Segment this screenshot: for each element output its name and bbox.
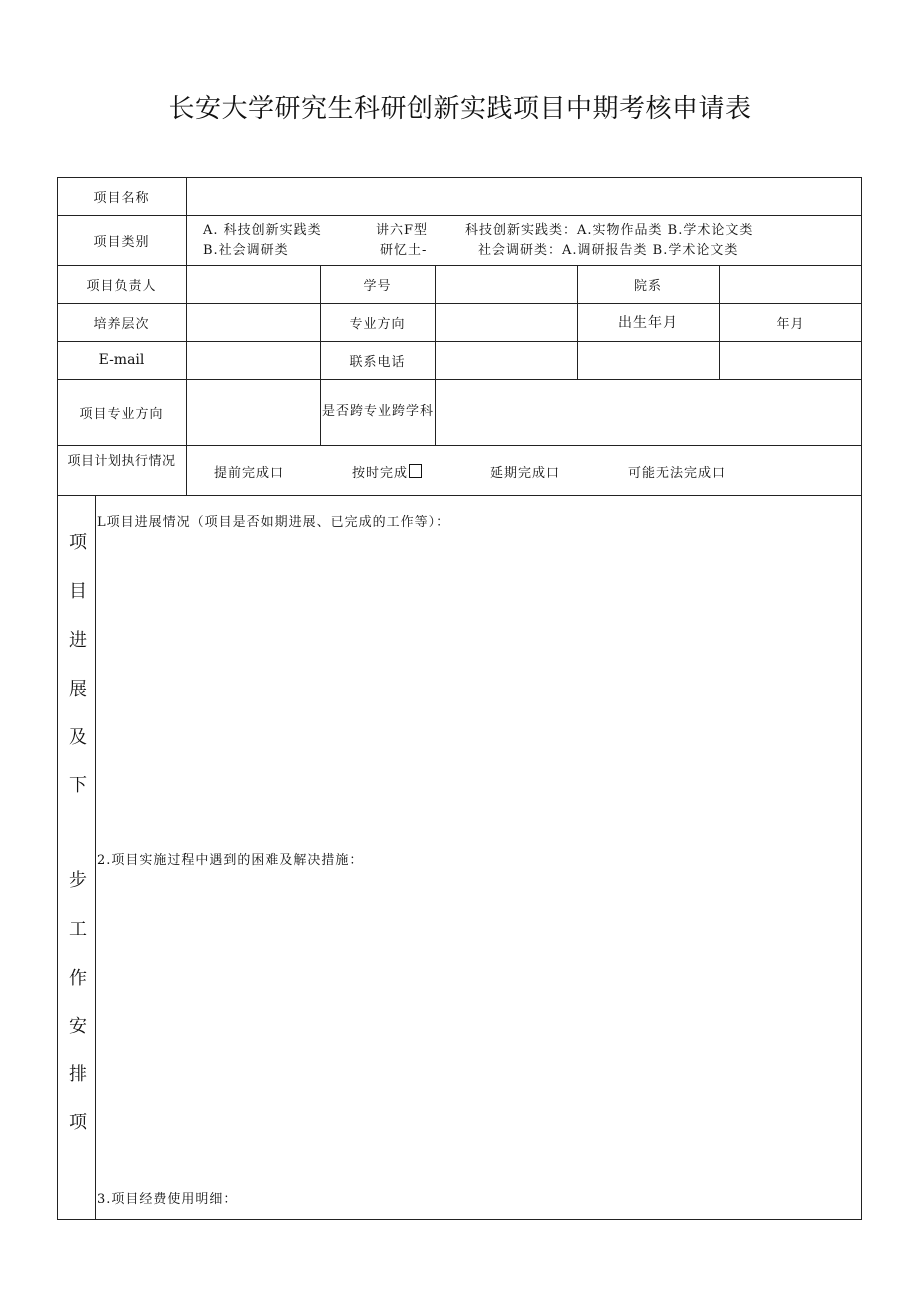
project-type-subcategory: 社会调研类：A.调研报告类 B.学术论文类 xyxy=(478,242,739,258)
cross-discipline-field[interactable] xyxy=(436,380,861,444)
vertical-char: 工 xyxy=(69,919,87,940)
level-field[interactable] xyxy=(187,304,320,340)
phone-field[interactable] xyxy=(436,342,577,378)
phone-extra-field[interactable] xyxy=(578,342,719,378)
department-label: 院系 xyxy=(633,278,662,294)
project-type-subcategory: 科技创新实践类：A.实物作品类 B.学术论文类 xyxy=(465,222,754,238)
plan-option-delayed[interactable]: 延期完成口 xyxy=(490,465,561,481)
vertical-char: 项 xyxy=(69,1112,87,1133)
checkbox-icon xyxy=(409,464,422,478)
vertical-char: 目 xyxy=(69,581,87,602)
page-title: 长安大学研究生科研创新实践项目中期考核申请表 xyxy=(168,94,752,124)
project-name-label: 项目名称 xyxy=(93,190,150,206)
cross-discipline-label: 是否跨专业跨学科 xyxy=(322,404,435,419)
progress-text-area[interactable] xyxy=(97,535,860,845)
phone-extra-field[interactable] xyxy=(720,342,861,378)
project-type-option-a: A. 科技创新实践类 xyxy=(203,222,322,238)
project-type-label: 项目类别 xyxy=(93,234,150,250)
project-type-mid-text: 讲六F型 xyxy=(376,222,429,238)
vertical-char: 项 xyxy=(69,532,87,553)
vertical-char: 步 xyxy=(69,870,87,891)
difficulties-heading: 2.项目实施过程中遇到的困难及解决措施： xyxy=(97,853,364,868)
project-major-field[interactable] xyxy=(187,380,320,444)
major-field[interactable] xyxy=(436,304,577,340)
plan-option-unable[interactable]: 可能无法完成口 xyxy=(628,465,727,481)
project-type-option-b: B.社会调研类 xyxy=(203,242,289,258)
department-field[interactable] xyxy=(720,266,861,302)
leader-field[interactable] xyxy=(187,266,320,302)
birth-label: 出生年月 xyxy=(618,315,678,331)
plan-label: 项目计划执行情况 xyxy=(67,453,176,469)
vertical-char: 排 xyxy=(69,1064,87,1085)
level-label: 培养层次 xyxy=(93,316,150,332)
col-divider xyxy=(95,495,96,1220)
vertical-char: 下 xyxy=(69,775,87,796)
vertical-char: 进 xyxy=(69,630,87,651)
leader-label: 项目负责人 xyxy=(86,278,157,294)
vertical-char: 安 xyxy=(69,1016,87,1037)
difficulties-text-area[interactable] xyxy=(97,873,860,1183)
plan-option-on-time[interactable] xyxy=(352,459,452,483)
vertical-char: 及 xyxy=(69,727,87,748)
budget-heading: 3.项目经费使用明细： xyxy=(97,1192,238,1207)
vertical-char: 展 xyxy=(69,679,87,700)
vertical-char: 作 xyxy=(69,968,87,989)
plan-option-on-time-label: 按时完成 xyxy=(352,465,409,481)
student-id-field[interactable] xyxy=(436,266,577,302)
progress-heading: L项目进展情况（项目是否如期进展、已完成的工作等）： xyxy=(97,515,451,530)
email-field[interactable] xyxy=(187,342,320,378)
plan-option-ahead[interactable]: 提前完成口 xyxy=(214,465,285,481)
project-major-label: 项目专业方向 xyxy=(79,406,164,422)
project-name-field[interactable] xyxy=(187,178,861,214)
row-divider xyxy=(57,495,862,496)
phone-label: 联系电话 xyxy=(349,354,406,370)
project-type-mid-text: 研忆土- xyxy=(380,242,428,258)
major-label: 专业方向 xyxy=(349,316,406,332)
student-id-label: 学号 xyxy=(363,278,392,294)
email-label: E-mail xyxy=(98,352,145,368)
birth-field[interactable]: 年月 xyxy=(776,316,805,332)
